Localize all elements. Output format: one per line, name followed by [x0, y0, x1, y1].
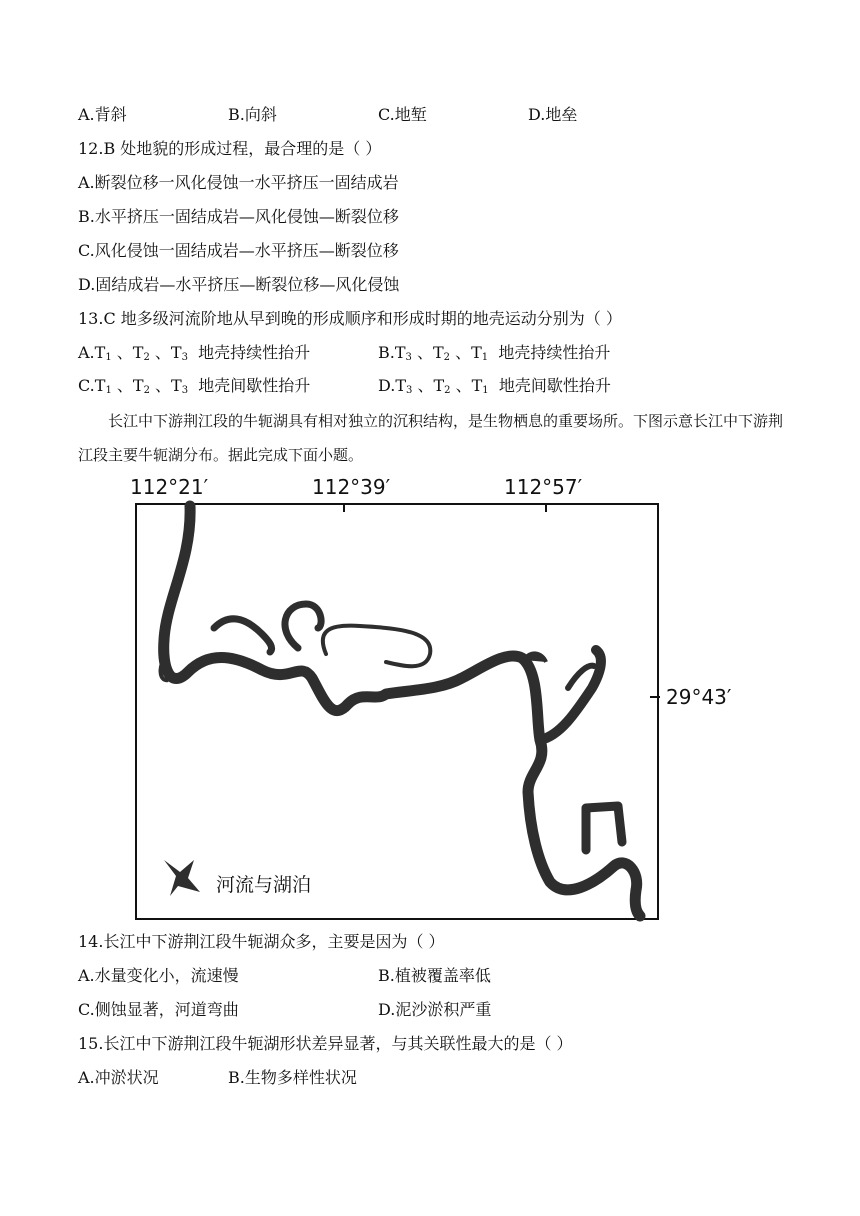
oxbow-lake-6 — [586, 806, 622, 850]
q14-stem: 14.长江中下游荆江段牛轭湖众多，主要是因为（ ） — [78, 932, 445, 951]
legend-river-icon — [164, 860, 200, 896]
q13-option-b: $B.T_3$ 、$T_2$ 、$T_1$ 地壳持续性抬升 — [378, 343, 611, 363]
q13-stem: 13.C 地多级河流阶地从早到晚的形成顺序和形成时期的地壳运动分别为（ ） — [78, 309, 622, 328]
oxbow-lake-7 — [161, 660, 168, 680]
oxbow-lake-2 — [285, 604, 321, 648]
q14-option-c: C.侧蚀显著，河道弯曲 — [78, 1000, 239, 1019]
q15-option-b: B.生物多样性状况 — [228, 1068, 357, 1087]
q12-stem: 12.B 处地貌的形成过程，最合理的是（ ） — [78, 139, 382, 158]
q15-stem: 15.长江中下游荆江段牛轭湖形状差异显著，与其关联性最大的是（ ） — [78, 1034, 573, 1053]
oxbow-lake-1 — [214, 619, 272, 652]
q13-option-d: $D.T_3$ 、$T_2$ 、$T_1$ 地壳间歇性抬升 — [378, 376, 611, 396]
q15-option-a: A.冲淤状况 — [78, 1068, 159, 1087]
q13-option-a: $A.T_1$ 、$T_2$ 、$T_3$ 地壳持续性抬升 — [78, 343, 311, 363]
q11-option-a: A.背斜 — [78, 105, 127, 124]
q11-option-b: B.向斜 — [228, 105, 277, 124]
map-lon-label-2: 112°39′ — [312, 475, 391, 499]
q14-option-d: D.泥沙淤积严重 — [378, 1000, 492, 1019]
map-lon-label-1: 112°21′ — [130, 475, 209, 499]
river-main — [164, 506, 640, 916]
river-branch-east — [540, 650, 601, 740]
map-frame — [136, 504, 658, 919]
q12-option-c: C.风化侵蚀一固结成岩—水平挤压—断裂位移 — [78, 241, 399, 260]
q11-option-d: D.地垒 — [528, 105, 578, 124]
q12-option-d: D.固结成岩—水平挤压—断裂位移—风化侵蚀 — [78, 275, 400, 294]
q12-option-a: A.断裂位移一风化侵蚀一水平挤压一固结成岩 — [78, 173, 399, 192]
q11-option-c: C.地堑 — [378, 105, 427, 124]
q13-option-c: $C.T_1$ 、$T_2$ 、$T_3$ 地壳间歇性抬升 — [78, 376, 311, 396]
oxbow-lake-3 — [323, 626, 431, 667]
passage-text: 长江中下游荆江段的牛轭湖具有相对独立的沉积结构，是生物栖息的重要场所。下图示意长江中下游荆江段主要牛轭湖分布。据此完成下面小题。 — [78, 412, 784, 464]
q12-option-b: B.水平挤压一固结成岩—风化侵蚀—断裂位移 — [78, 207, 399, 226]
q14-option-a: A.水量变化小，流速慢 — [78, 966, 239, 985]
oxbow-lake-4 — [568, 666, 594, 688]
map-lon-label-3: 112°57′ — [504, 475, 583, 499]
q14-option-b: B.植被覆盖率低 — [378, 966, 491, 985]
map-lat-label: 29°43′ — [666, 685, 732, 709]
legend-label: 河流与湖泊 — [216, 874, 312, 896]
oxbow-lake-5 — [524, 653, 546, 662]
